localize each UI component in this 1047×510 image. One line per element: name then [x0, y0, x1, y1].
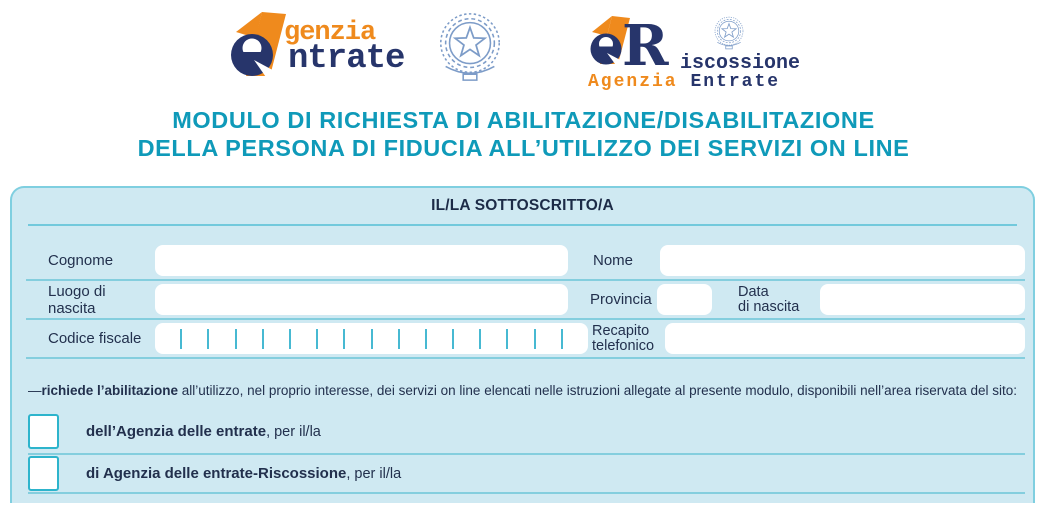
- logo-text-agenzia-entrate: Agenzia Entrate: [588, 72, 781, 92]
- luogo-di-nascita-label: Luogo di nascita: [48, 282, 106, 317]
- logo-agenzia-entrate: [228, 6, 518, 82]
- italian-republic-emblem-icon: [426, 8, 514, 84]
- section-header: IL/LA SOTTOSCRITTO/A: [28, 188, 1017, 226]
- codice-fiscale-input[interactable]: [155, 323, 588, 354]
- form-row-codice-recapito: [26, 320, 1025, 359]
- ader-mark-icon: [588, 12, 688, 70]
- richiesta-paragraph: —richiede l’abilitazione all’utilizzo, nel proprio interesse, dei servizi on line elencati nelle istruzioni allegate al presente modulo, disponibili nell’area riservata del sito:: [28, 383, 1017, 398]
- logo-text-genzia: genzia: [284, 18, 376, 48]
- logo-text-iscossione: iscossione: [680, 52, 801, 75]
- data-di-nascita-label: Data di nascita: [738, 283, 800, 315]
- cognome-input[interactable]: [155, 245, 568, 276]
- option-row-ader: [28, 455, 1025, 494]
- recapito-telefonico-input[interactable]: [665, 323, 1025, 354]
- ader-checkbox[interactable]: [28, 456, 59, 491]
- logo-text-ntrate: ntrate: [288, 40, 405, 78]
- agenzia-entrate-option-label: dell’Agenzia delle entrate, per il/la: [86, 423, 321, 440]
- logo-agenzia-entrate-riscossione: [588, 12, 808, 92]
- form-row-cognome-nome: [26, 242, 1025, 281]
- nome-label: Nome: [593, 252, 634, 269]
- provincia-input[interactable]: [657, 284, 712, 315]
- codice-fiscale-label: Codice fiscale: [48, 330, 142, 347]
- data-di-nascita-input[interactable]: [820, 284, 1025, 315]
- page-title: [0, 107, 1047, 162]
- provincia-label: Provincia: [590, 291, 652, 308]
- option-row-agenzia-entrate: [28, 411, 1025, 455]
- luogo-di-nascita-input[interactable]: [155, 284, 568, 315]
- page-title-line1: MODULO DI RICHIESTA DI ABILITAZIONE/DISABILITAZIONE: [172, 107, 875, 133]
- form-row-luogo-provincia-data: [26, 281, 1025, 320]
- page-title-line2: DELLA PERSONA DI FIDUCIA ALL’UTILIZZO DEI SERVIZI ON LINE: [137, 134, 910, 161]
- svg-text:R: R: [622, 13, 669, 70]
- recapito-telefonico-label: Recapito telefonico: [592, 322, 655, 354]
- cognome-label: Cognome: [48, 252, 114, 269]
- italian-republic-emblem-small-icon: [708, 14, 750, 51]
- agenzia-entrate-checkbox[interactable]: [28, 414, 59, 449]
- ader-option-label: di Agenzia delle entrate-Riscossione, per il/la: [86, 464, 402, 482]
- nome-input[interactable]: [660, 245, 1025, 276]
- form-section-sottoscritto: [10, 186, 1035, 503]
